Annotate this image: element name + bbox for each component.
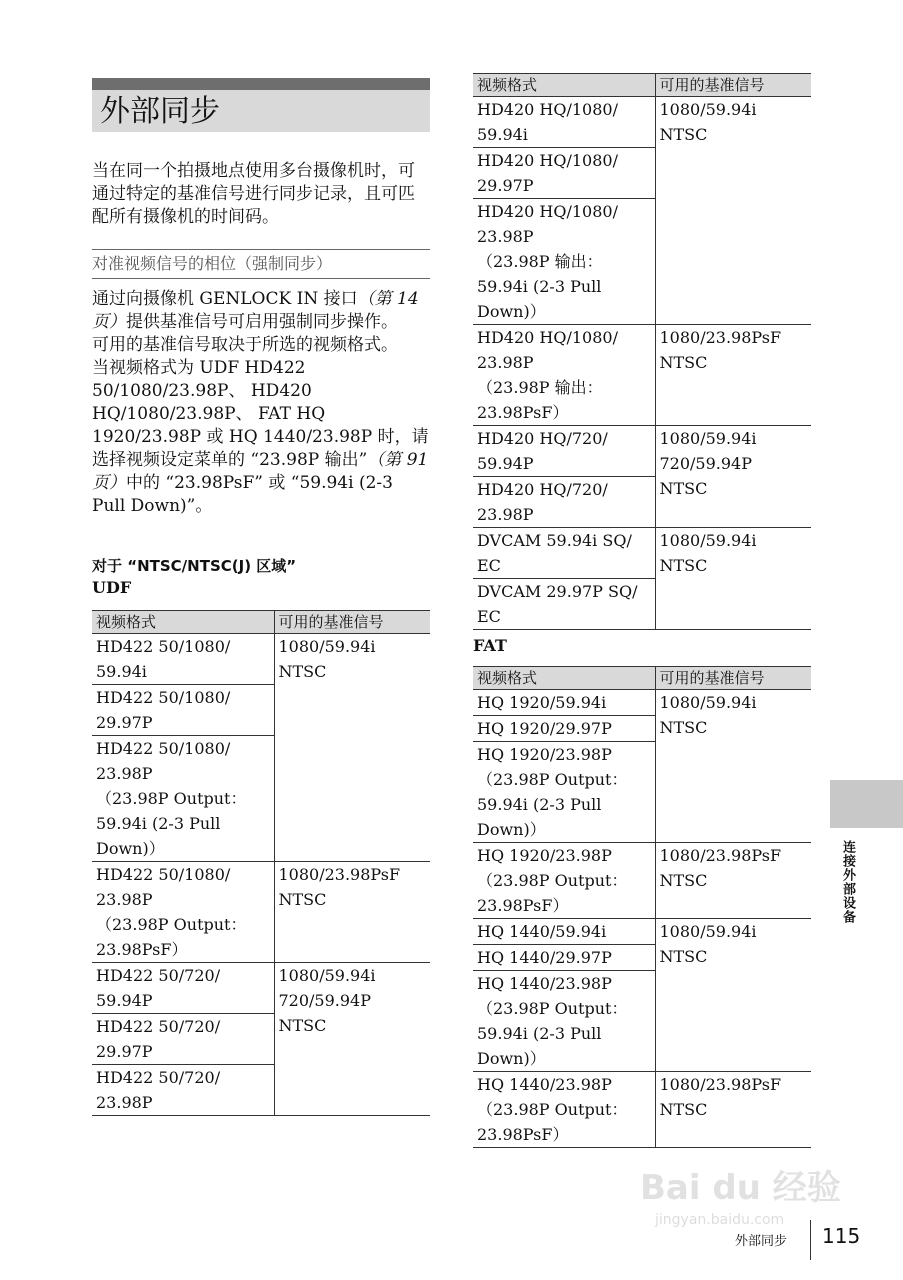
signal-line: NTSC: [659, 556, 708, 575]
body-text-genlock-end: 提供基准信号可启用强制同步操作。: [126, 312, 398, 332]
format-cell: [473, 199, 655, 325]
page-reference-14: （第 14 页）: [92, 289, 419, 332]
format-line: 23.98PsF）: [477, 403, 569, 422]
format-line: HD420 HQ/1080/: [477, 100, 618, 119]
format-line: 59.94P: [96, 991, 153, 1010]
format-line: HD422 50/720/: [96, 1068, 221, 1087]
format-line: 59.94i: [96, 662, 147, 681]
format-line: 29.97P: [96, 1042, 153, 1061]
format-cell: [473, 1072, 655, 1148]
signal-line: NTSC: [659, 353, 708, 372]
format-line: 23.98P: [96, 890, 153, 909]
format-line: 59.94i (2-3 Pull: [477, 277, 602, 296]
format-cell: [92, 736, 274, 862]
format-cell: [473, 716, 655, 742]
signal-cell: [655, 426, 811, 528]
format-line: （23.98P Output：: [96, 915, 247, 934]
column-header-format: 视频格式: [473, 74, 655, 97]
signal-line: 1080/23.98PsF: [278, 865, 401, 884]
format-line: HD422 50/720/: [96, 1017, 221, 1036]
body-paragraph-signal: 可用的基准信号取决于所选的视频格式。: [92, 335, 398, 355]
format-line: HD420 HQ/720/: [477, 429, 608, 448]
table-row: [473, 528, 811, 579]
page-reference-91: （第 91 页）: [92, 450, 429, 493]
format-line: 23.98P: [96, 764, 153, 783]
format-cell: [92, 685, 274, 736]
subheading-rule-bottom: [92, 278, 430, 279]
signal-line: NTSC: [659, 125, 708, 144]
table-row: [473, 690, 811, 716]
intro-paragraph: 当在同一个拍摄地点使用多台摄像机时，可通过特定的基准信号进行同步记录，且可匹配所有摄像机的时间码。: [92, 161, 415, 227]
table-row: [92, 963, 430, 1014]
format-line: HD422 50/1080/: [96, 688, 231, 707]
signal-line: 1080/23.98PsF: [659, 846, 782, 865]
format-line: HD420 HQ/1080/: [477, 151, 618, 170]
format-line: Down)）: [96, 839, 165, 858]
format-line: 23.98PsF）: [96, 940, 188, 959]
format-line: 29.97P: [477, 176, 534, 195]
chapter-side-label: 连接外部设备: [840, 840, 855, 924]
watermark-url: jingyan.baidu.com: [655, 1212, 785, 1228]
signal-cell: [655, 919, 811, 1072]
format-line: HD422 50/720/: [96, 966, 221, 985]
format-line: （23.98P Output：: [477, 871, 628, 890]
table-row: [473, 426, 811, 477]
format-line: HQ 1440/29.97P: [477, 948, 612, 967]
fat-format-table: [473, 666, 811, 1148]
format-line: HQ 1920/23.98P: [477, 846, 612, 865]
format-line: HD420 HQ/1080/: [477, 202, 618, 221]
format-cell: [92, 862, 274, 963]
title-accent-bar: [92, 78, 430, 90]
format-line: 59.94i (2-3 Pull: [96, 814, 221, 833]
format-line: （23.98P Output：: [96, 789, 247, 808]
signal-cell: [274, 963, 430, 1116]
signal-line: NTSC: [659, 718, 708, 737]
signal-line: 1080/59.94i: [659, 531, 757, 550]
format-line: （23.98P Output：: [477, 1100, 628, 1119]
subheading-rule-top: [92, 249, 430, 250]
format-line: Down)）: [477, 302, 546, 321]
signal-line: NTSC: [278, 662, 327, 681]
format-line: DVCAM 29.97P SQ/: [477, 582, 638, 601]
format-cell: [92, 634, 274, 685]
signal-line: 1080/23.98PsF: [659, 328, 782, 347]
format-cell: [92, 1014, 274, 1065]
format-line: 59.94i: [477, 125, 528, 144]
format-line: EC: [477, 556, 501, 575]
column-header-signal: 可用的基准信号: [655, 667, 811, 690]
table-row: [473, 97, 811, 148]
format-line: 23.98PsF）: [477, 1125, 569, 1144]
format-line: （23.98P 输出：: [477, 378, 603, 397]
format-cell: [473, 97, 655, 148]
format-cell: [473, 945, 655, 971]
format-line: 23.98PsF）: [477, 896, 569, 915]
section-subheading: 对准视频信号的相位（强制同步）: [92, 254, 333, 273]
format-cell: [473, 426, 655, 477]
format-cell: [473, 148, 655, 199]
footer-divider: [810, 1220, 811, 1260]
signal-line: NTSC: [278, 1016, 327, 1035]
signal-cell: [274, 862, 430, 963]
format-line: 23.98P: [96, 1093, 153, 1112]
format-line: Down)）: [477, 1049, 546, 1068]
signal-line: NTSC: [659, 479, 708, 498]
table-row: [473, 325, 811, 426]
format-line: 59.94i (2-3 Pull: [477, 1024, 602, 1043]
format-line: 59.94P: [477, 454, 534, 473]
signal-line: 1080/59.94i: [659, 693, 757, 712]
format-cell: [473, 325, 655, 426]
format-line: HQ 1440/59.94i: [477, 922, 607, 941]
format-line: HD420 HQ/720/: [477, 480, 608, 499]
format-line: HQ 1920/29.97P: [477, 719, 612, 738]
table-row: [473, 1072, 811, 1148]
format-line: （23.98P Output：: [477, 770, 628, 789]
signal-line: 720/59.94P: [659, 454, 752, 473]
signal-line: 720/59.94P: [278, 991, 371, 1010]
format-cell: [473, 579, 655, 630]
signal-line: 1080/59.94i: [278, 966, 376, 985]
signal-line: NTSC: [659, 871, 708, 890]
signal-cell: [655, 528, 811, 630]
footer-section-name: 外部同步: [735, 1234, 788, 1249]
signal-cell: [655, 690, 811, 843]
column-header-signal: 可用的基准信号: [655, 74, 811, 97]
page-title: 外部同步: [100, 94, 220, 129]
format-line: 23.98P: [477, 505, 534, 524]
format-line: 29.97P: [96, 713, 153, 732]
format-cell: [473, 477, 655, 528]
signal-line: NTSC: [659, 947, 708, 966]
signal-line: 1080/59.94i: [278, 637, 376, 656]
format-line: （23.98P Output：: [477, 999, 628, 1018]
chapter-side-tab: [830, 780, 903, 828]
format-line: EC: [477, 607, 501, 626]
signal-line: NTSC: [278, 890, 327, 909]
udf-label: UDF: [92, 578, 132, 597]
body-text: [92, 288, 430, 518]
format-cell: [473, 971, 655, 1072]
signal-line: 1080/59.94i: [659, 100, 757, 119]
body-text-formats-end: 中的 “23.98PsF” 或 “59.94i (2-3 Pull Down)”。: [92, 473, 393, 516]
body-text-formats: 当视频格式为 UDF HD422 50/1080/23.98P、 HD420 HQ/1080/23.98P、 FAT HQ 1920/23.98P 或 HQ 1440/23.98P 时，请选择视频设定菜单的 “23.98P 输出”: [92, 358, 429, 470]
signal-cell: [655, 1072, 811, 1148]
signal-cell: [655, 843, 811, 919]
fat-label: FAT: [473, 636, 507, 655]
format-cell: [473, 690, 655, 716]
format-line: HQ 1920/23.98P: [477, 745, 612, 764]
format-cell: [473, 843, 655, 919]
column-header-format: 视频格式: [473, 667, 655, 690]
table-row: [473, 843, 811, 919]
watermark-logo: Bai du 经验: [640, 1168, 841, 1208]
column-header-signal: 可用的基准信号: [274, 611, 430, 634]
column-header-format: 视频格式: [92, 611, 274, 634]
body-text-genlock: 通过向摄像机 GENLOCK IN 接口: [92, 289, 358, 309]
region-label: 对于 “NTSC/NTSC(J) 区域”: [92, 557, 297, 575]
format-cell: [473, 919, 655, 945]
format-line: DVCAM 59.94i SQ/: [477, 531, 632, 550]
signal-line: 1080/59.94i: [659, 429, 757, 448]
format-line: HQ 1440/23.98P: [477, 974, 612, 993]
format-line: HD422 50/1080/: [96, 637, 231, 656]
page-number: 115: [822, 1224, 861, 1248]
format-line: （23.98P 输出：: [477, 252, 603, 271]
format-line: Down)）: [477, 820, 546, 839]
signal-cell: [655, 325, 811, 426]
udf-format-table: [92, 610, 430, 1116]
format-cell: [473, 528, 655, 579]
hd420-format-table: [473, 73, 811, 630]
format-line: HD422 50/1080/: [96, 739, 231, 758]
format-line: HD422 50/1080/: [96, 865, 231, 884]
format-line: HD420 HQ/1080/: [477, 328, 618, 347]
format-line: 23.98P: [477, 227, 534, 246]
table-row: [92, 862, 430, 963]
body-paragraph-formats: [92, 357, 430, 518]
format-cell: [473, 742, 655, 843]
format-line: 23.98P: [477, 353, 534, 372]
format-cell: [92, 963, 274, 1014]
format-cell: [92, 1065, 274, 1116]
signal-line: 1080/23.98PsF: [659, 1075, 782, 1094]
table-row: [92, 634, 430, 685]
signal-cell: [274, 634, 430, 862]
signal-line: 1080/59.94i: [659, 922, 757, 941]
table-row: [473, 919, 811, 945]
format-line: HQ 1440/23.98P: [477, 1075, 612, 1094]
signal-line: NTSC: [659, 1100, 708, 1119]
body-paragraph-genlock: [92, 288, 430, 334]
format-line: HQ 1920/59.94i: [477, 693, 607, 712]
signal-cell: [655, 97, 811, 325]
format-line: 59.94i (2-3 Pull: [477, 795, 602, 814]
